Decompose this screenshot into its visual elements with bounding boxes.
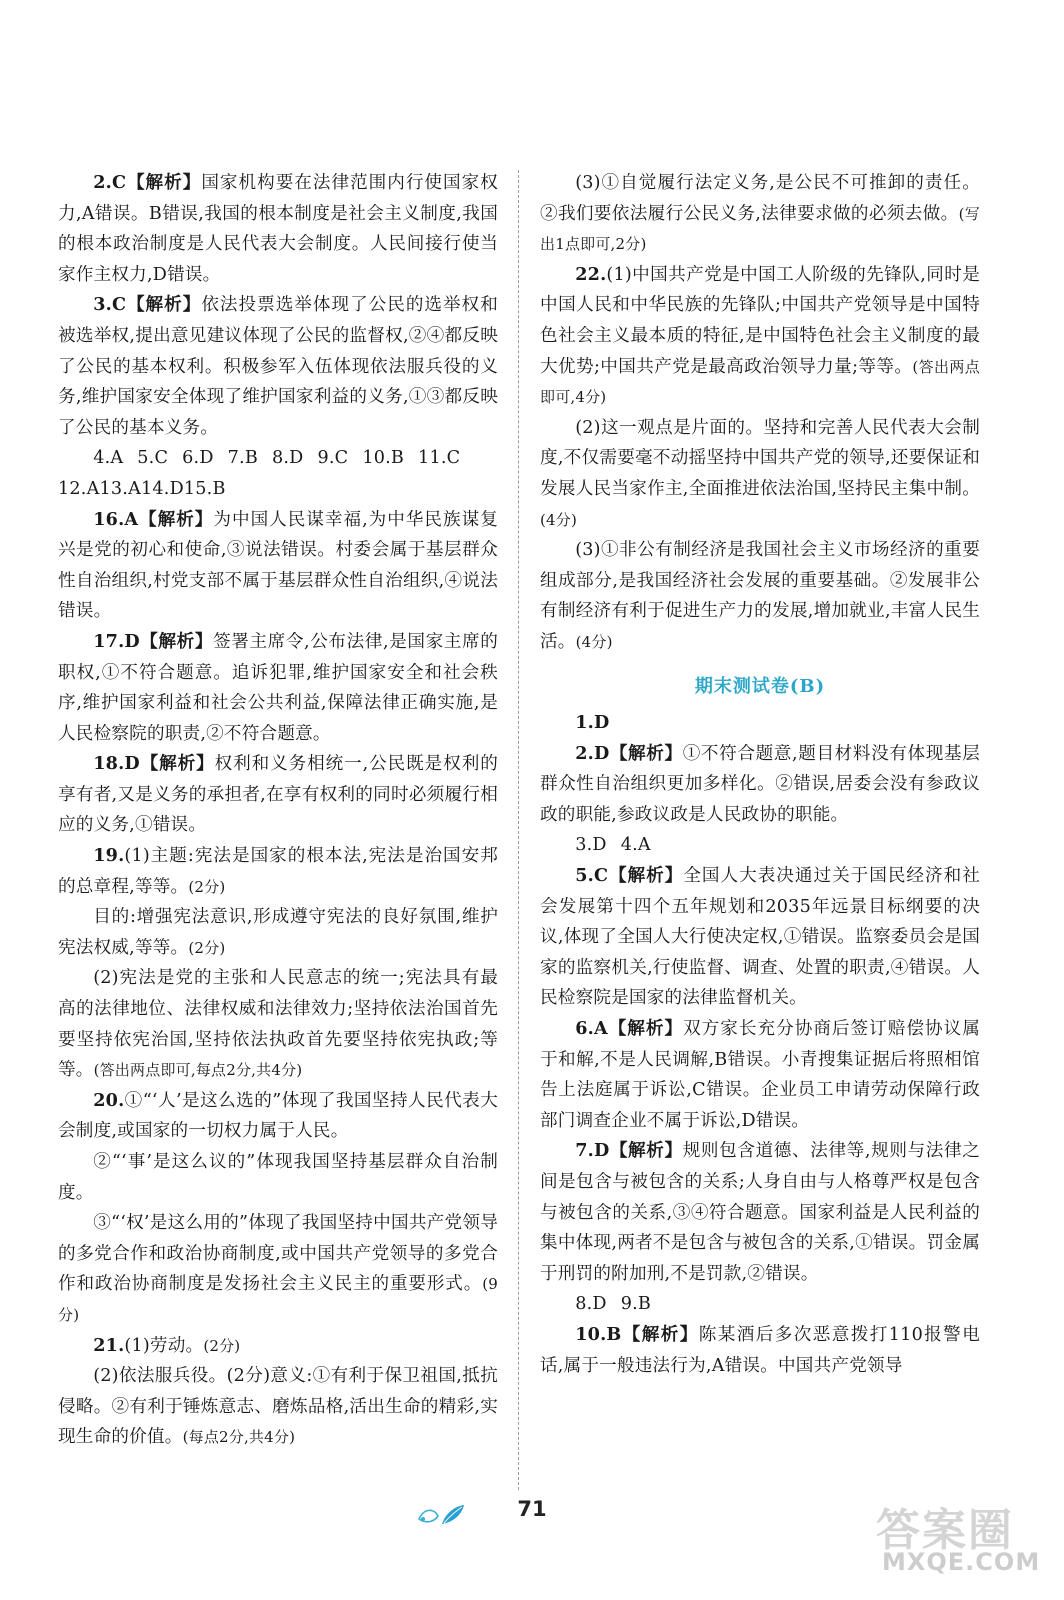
answer-key: 14.D [141,478,184,499]
question-number: 21. [93,1334,125,1356]
score-note: (2分) [188,877,226,896]
answer-text: (1)主题:宪法是国家的根本法,宪法是治国安邦的总章程,等等。 [58,846,498,897]
answer-text: 国家机构要在法律范围内行使国家权力,A错误。B错误,我国的根本制度是社会主义制度,我国的根本政治制度是人民代表大会制度。人民间接行使当家作主权力,D错误。 [58,173,498,285]
right-bottom-answers [540,708,980,1381]
question-number: 16.A [93,508,139,530]
answer-text: ①“‘人’是这么选的”体现了我国坚持人民代表大会制度,或国家的一切权力属于人民。 [58,1090,498,1142]
answer-key: 11.C [418,448,461,469]
score-note: (2分) [188,938,226,957]
answer-text: ②“‘事’是这么议的”体现我国坚持基层群众自治制度。 [58,1152,498,1203]
question-number: 2.C [93,172,127,193]
answer-key: 13.A [99,478,141,499]
page-number: 71 [517,1497,547,1521]
answer-text: 目的:增强宪法意识,形成遵守宪法的良好氛围,维护宪法权威,等等。 [58,907,498,958]
watermark-url: MXQE.COM [882,1548,1041,1576]
answer-paragraph [58,1361,498,1453]
analysis-tag: 【解析】 [609,742,683,764]
question-number: 7.D [575,1140,610,1162]
analysis-tag: 【解析】 [138,508,214,530]
answer-paragraph [540,535,980,657]
answer-key: 9.B [620,1294,652,1315]
answer-key: 6.D [182,448,214,469]
answer-key: 9.C [317,448,349,469]
score-note: (每点2分,共4分) [182,1428,296,1447]
answer-paragraph [540,168,980,260]
answer-key: 7.B [227,448,258,469]
answer-text: (1)中国共产党是中国工人阶级的先锋队,同时是中国人民和中华民族的先锋队;中国共产党领导是中国特色社会主义最本质的特征,是中国特色社会主义制度的最大优势;中国共产党是最高政治领导力量;等等。 [540,264,980,377]
question-number: 1.D [575,712,610,734]
question-number: 5.C [575,865,609,887]
answer-row [58,474,498,505]
right-top-answers [540,168,980,658]
answer-text: (2)依法服兵役。(2分)意义:①有利于保卫祖国,抵抗侵略。②有利于锤炼意志、磨炼品格,活出生命的精彩,实现生命的价值。 [58,1366,498,1448]
answer-row [540,1289,980,1320]
answer-text: 签署主席令,公布法律,是国家主席的职权,①不符合题意。追诉犯罪,维护国家安全和社会秩序,维护国家利益和社会公共利益,保障法律正确实施,是人民检察院的职责,②不符合题意。 [58,631,498,744]
answer-paragraph [540,1014,980,1136]
answer-paragraph [58,902,498,963]
answer-text: ③“‘权’是这么用的”体现了我国坚持中国共产党领导的多党合作和政治协商制度,或中国共产党领导的多党合作和政治协商制度是发扬社会主义民主的重要形式。 [58,1213,498,1295]
question-number: 19. [93,845,125,867]
analysis-tag: 【解析】 [139,753,215,775]
answer-paragraph [540,861,980,1014]
answer-text: (3)①非公有制经济是我国社会主义市场经济的重要组成部分,是我国经济社会发展的重要基础。②发展非公有制经济有利于促进生产力的发展,增加就业,丰富人民生活。 [540,540,980,652]
question-number: 3.C [93,294,127,316]
answer-paragraph [58,963,498,1085]
score-note: (答出两点即可,4分) [540,357,980,407]
score-note: (写出1点即可,2分) [540,204,980,254]
score-note: (9分) [58,1275,498,1324]
answer-paragraph [58,168,498,290]
answer-paragraph [540,739,980,831]
question-number: 10.B [575,1323,622,1345]
analysis-tag: 【解析】 [608,865,684,887]
answer-key: 10.B [362,448,405,469]
answer-text: 全国人大表决通过关于国民经济和社会发展第十四个五年规划和2035年远景目标纲要的决议,体现了全国人大行使决定权,①错误。监察委员会是国家的监察机关,行使监督、调查、处置的职责,④错误。人民检察院是国家的法律监督机关。 [540,866,980,1009]
answer-row [58,443,498,474]
section-title: 期末测试卷(B) [694,675,826,697]
answer-key: 8.D [575,1294,607,1315]
answer-text: 双方家长充分协商后签订赔偿协议属于和解,不是人民调解,B错误。小青搜集证据后将照相馆告上法庭属于诉讼,C错误。企业员工申请劳动保障行政部门调查企业不属于诉讼,D错误。 [540,1019,980,1131]
answer-text: 权利和义务相统一,公民既是权利的享有者,又是义务的承担者,在享有权利的同时必须履行相应的义务,①错误。 [58,754,498,836]
answer-paragraph [58,1086,498,1147]
answer-key: 3.D [575,835,607,856]
analysis-tag: 【解析】 [621,1323,699,1345]
answer-paragraph [540,1136,980,1289]
score-note: (答出两点即可,每点2分,共4分) [93,1061,303,1080]
answer-text: 陈某酒后多次恶意拨打110报警电话,属于一般违法行为,A错误。中国共产党领导 [540,1324,980,1376]
answer-paragraph [58,841,498,902]
answer-text: (1)劳动。 [124,1335,204,1356]
answer-paragraph [540,1320,980,1381]
answer-text: ①不符合题意,题目材料没有体现基层群众性自治组织更加多样化。②错误,居委会没有参政议政的职能,参政议政是人民政协的职能。 [540,743,980,825]
answer-key: 4.A [620,835,651,856]
answer-key: 8.D [271,448,304,469]
answer-text: 依法投票选举体现了公民的选举权和被选举权,提出意见建议体现了公民的监督权,②④都反映了公民的基本权利。积极参军入伍体现依法服兵役的义务,维护国家安全体现了维护国家利益的义务,①③都反映了公民的基本义务。 [58,295,498,438]
analysis-tag: 【解析】 [126,172,202,193]
analysis-tag: 【解析】 [139,630,214,652]
analysis-tag: 【解析】 [126,294,202,316]
answer-paragraph [58,1147,498,1208]
answer-text: (3)①自觉履行法定义务,是公民不可推卸的责任。②我们要依法履行公民义务,法律要求做的必须去做。 [540,173,980,224]
answer-paragraph [540,260,980,413]
answer-paragraph [58,1331,498,1362]
analysis-tag: 【解析】 [607,1018,684,1040]
answer-key: 12.A [58,478,100,499]
answer-paragraph [540,413,980,535]
answer-text: (2)宪法是党的主张和人民意志的统一;宪法具有最高的法律地位、法律权威和法律效力;坚持依法治国首先要坚持依宪治国,坚持依法执政首先要坚持依宪执政;等等。 [58,968,498,1081]
answer-paragraph [58,627,498,749]
answer-paragraph [540,708,980,739]
question-number: 20. [93,1089,125,1111]
score-note: (4分) [540,510,578,529]
question-number: 2.D [575,742,610,764]
answer-text: (2)这一观点是片面的。坚持和完善人民代表大会制度,不仅需要毫不动摇坚持中国共产党的领导,还要保证和发展人民当家作主,全面推进依法治国,坚持民主集中制。 [540,417,980,499]
answer-row [540,830,980,861]
answer-key: 4.A [93,448,124,469]
question-number: 22. [575,263,607,285]
score-note: (4分) [575,632,613,651]
answer-text: 为中国人民谋幸福,为中华民族谋复兴是党的初心和使命,③说法错误。村委会属于基层群众性自治组织,村党支部不属于基层群众性自治组织,④说法错误。 [58,509,498,622]
answer-text: 规则包含道德、法律等,规则与法律之间是包含与被包含的关系;人身自由与人格尊严权是包含与被包含的关系,③④符合题意。国家利益是人民利益的集中体现,两者不是包含与被包含的关系,①错误。罚金属于刑罚的附加刑,不是罚款,②错误。 [540,1141,980,1284]
answer-paragraph [58,505,498,627]
watermark [876,1494,1041,1576]
analysis-tag: 【解析】 [609,1140,683,1162]
answer-paragraph [58,290,498,443]
answer-paragraph [58,1208,498,1330]
question-number: 17.D [93,630,140,652]
question-number: 6.A [575,1018,608,1040]
question-number: 18.D [93,753,140,775]
right-column [540,168,980,1381]
answer-key: 5.C [137,448,169,469]
watermark-logo: 答案圈 [876,1505,1014,1556]
column-divider [518,170,519,1490]
answer-paragraph [58,749,498,841]
left-column [58,168,498,1453]
answer-key: 15.B [183,478,226,499]
score-note: (2分) [203,1336,241,1355]
